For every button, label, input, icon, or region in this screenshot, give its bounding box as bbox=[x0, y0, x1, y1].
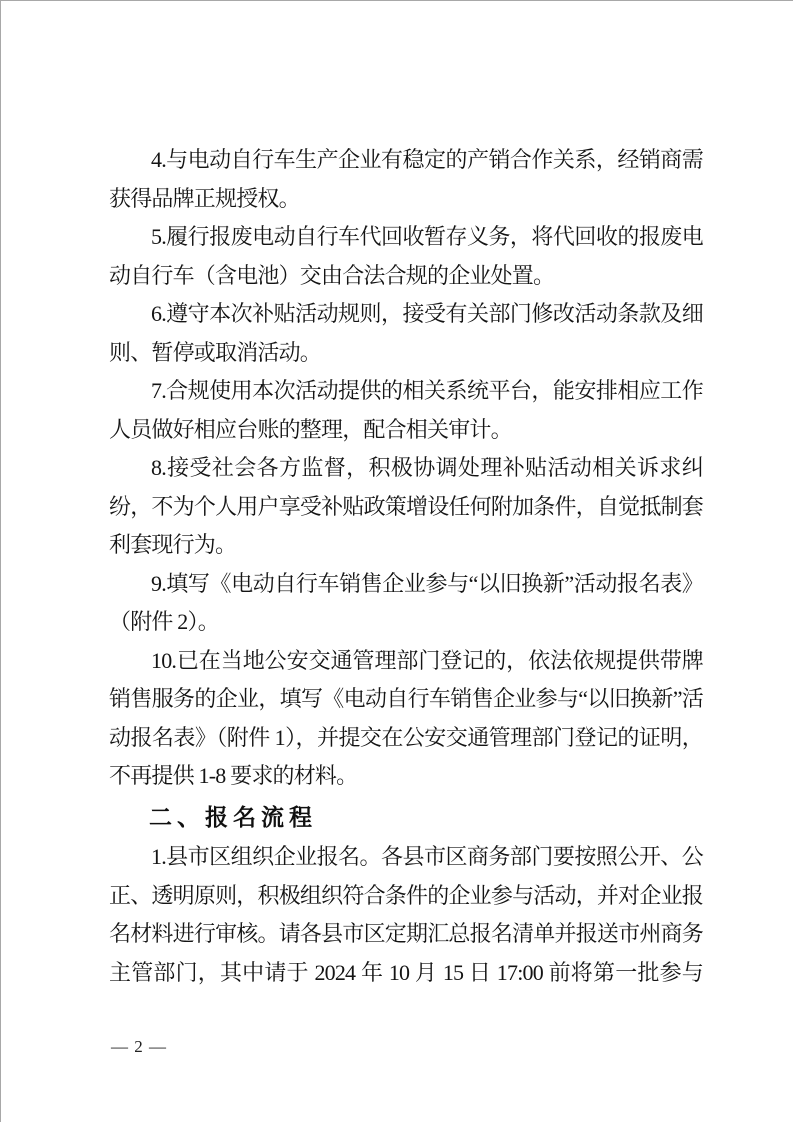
paragraph-item-8: 8.接受社会各方监督，积极协调处理补贴活动相关诉求纠纷，不为个人用户享受补贴政策增设任何附加条件，自觉抵制套利套现行为。 bbox=[109, 455, 703, 557]
paragraph-item-4: 4.与电动自行车生产企业有稳定的产销合作关系，经销商需获得品牌正规授权。 bbox=[109, 147, 703, 211]
paragraph-item-10: 10.已在当地公安交通管理部门登记的，依法依规提供带牌销售服务的企业，填写《电动自行车销售企业参与“以旧换新”活动报名表》（附件 1），并提交在公安交通管理部门登记的证明，不再提供 1-8 要求的材料。 bbox=[109, 647, 703, 788]
page-number: — 2 — bbox=[111, 1037, 167, 1056]
paragraph-item-flow-1: 1.县市区组织企业报名。各县市区商务部门要按照公开、公正、透明原则，积极组织符合条件的企业参与活动，并对企业报名材料进行审核。请各县市区定期汇总报名清单并报送市州商务主管部门，其中请于 2024 年 10 月 15 日 17:00 前将第一批参与 bbox=[109, 844, 703, 985]
document-body bbox=[109, 141, 703, 992]
paragraph-item-5: 5.履行报废电动自行车代回收暂存义务，将代回收的报废电动自行车（含电池）交由合法合规的企业处置。 bbox=[109, 224, 703, 288]
paragraph-item-9: 9.填写《电动自行车销售企业参与“以旧换新”活动报名表》（附件 2）。 bbox=[109, 570, 703, 634]
paragraph-item-6: 6.遵守本次补贴活动规则，接受有关部门修改活动条款及细则、暂停或取消活动。 bbox=[109, 301, 703, 365]
section-heading-registration-process: 二、报名流程 bbox=[149, 803, 317, 830]
paragraph-item-7: 7.合规使用本次活动提供的相关系统平台，能安排相应工作人员做好相应台账的整理，配合相关审计。 bbox=[109, 378, 703, 442]
